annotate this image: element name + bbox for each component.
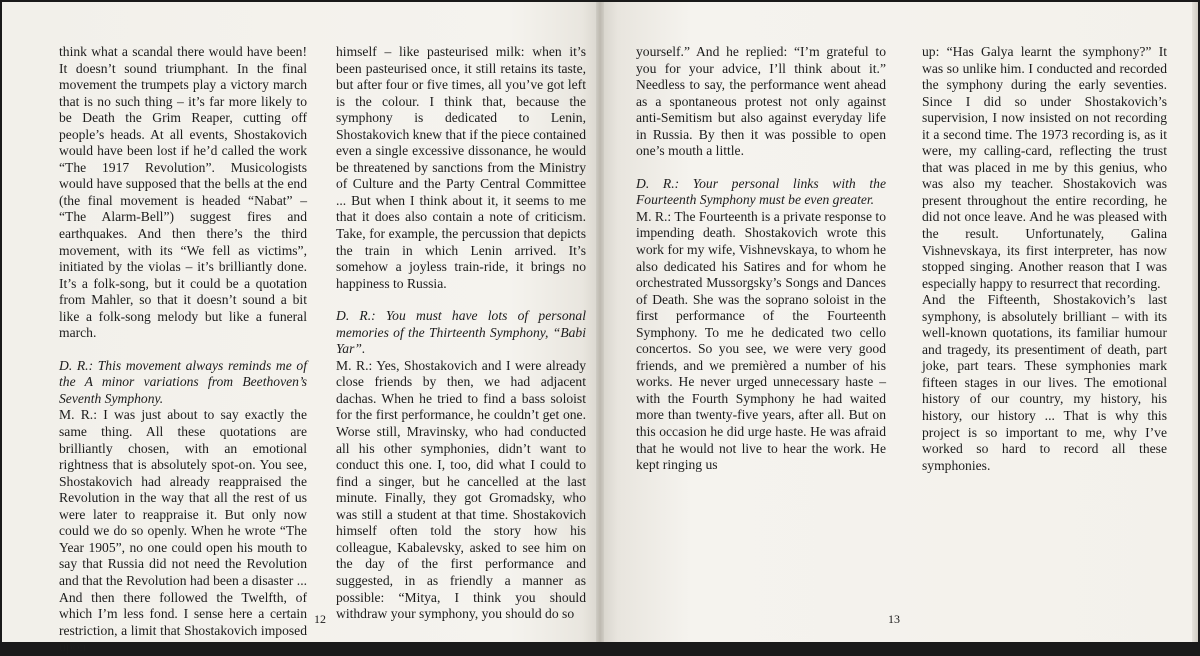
page-number-right: 13 bbox=[888, 612, 900, 626]
right-page-column-2 bbox=[922, 44, 1167, 474]
interviewer-question: D. R.: Your personal links with the Fourteenth Symphony must be even greater. bbox=[636, 175, 886, 208]
right-page-column-1 bbox=[636, 44, 886, 474]
paragraph: M. R.: Yes, Shostakovich and I were already close friends by then, we had adjacent dachas. When he tried to find a bass soloist for the first performance, he couldn’t get one. Worse still, Mravinsky, who had conducted all his other symphonies, didn’t want to conduct this one. I, too, did what I could to find a singer, but he cancelled at the last minute. Finally, they got Gromadsky, who was still a student at that time. Shostakovich himself often told the story how his colleague, Kabalevsky, asked to see him on the day of the first performance and suggested, in as friendly a manner as possible: “Mitya, I think you should withdraw your symphony, you should do so bbox=[336, 357, 586, 622]
paragraph: M. R.: I was just about to say exactly the same thing. All these quotations are brilliantly chosen, with an emotional rightness that is absolutely spot-on. You see, Shostakovich had already reappraised the Revolution in the way that all the rest of us were later to reappraise it. But only now could we do so openly. When he wrote “The Year 1905”, no one could open his mouth to say that Russia did not need the Revolution and that the Revolution had been a disaster ... And then there followed the Twelfth, of which I’m less fond. I sense here a certain restriction, a limit that Shostakovich imposed upon bbox=[59, 407, 307, 655]
interviewer-question: D. R.: This movement always reminds me of the A minor variations from Beethoven’s Seventh Symphony. bbox=[59, 357, 307, 406]
booklet-spread bbox=[2, 2, 1198, 655]
paragraph: think what a scandal there would have been! It doesn’t sound triumphant. In the final movement the trumpets play a victory march that is no such thing – it’s far more likely to be Death the Grim Reaper, cutting off people’s heads. At all events, Shostakovich would have been lost if he’d called the work “The 1917 Revolution”. Musicologists would have supposed that the bells at the end (the final movement is headed “Nabat” – “The Alarm-Bell”) suggest fires and earthquakes. And then there’s the third movement, with its “We fell as victims”, initiated by the violas – it’s brilliantly done. It’s a folk-song, but it could be a quotation from Mahler, so that it doesn’t sound a bit like a folk-song melody but like a funeral march. bbox=[59, 44, 307, 341]
page-number-left: 12 bbox=[314, 612, 326, 626]
book-gutter bbox=[596, 2, 604, 642]
interviewer-question: D. R.: You must have lots of personal memories of the Thirteenth Symphony, “Babi Yar”. bbox=[336, 308, 586, 357]
paragraph: himself – like pasteurised milk: when it’s been pasteurised once, it still retains its taste, but after four or five times, all you’ve got left is the colour. I think that, because the symphony is dedicated to Lenin, Shostakovich knew that if the piece contained even a single excessive dissonance, he would be threatened by sanctions from the Ministry of Culture and the Party Central Committee ... But when I think about it, it seems to me that it does also contain a note of criticism. Take, for example, the percussion that depicts the train in which Lenin arrived. It’s somehow a joyless train-ride, it brings no happiness to Russia. bbox=[336, 44, 586, 291]
paragraph: And the Fifteenth, Shostakovich’s last symphony, is absolutely brilliant – with its well-known quotations, its familiar humour and tragedy, its presentiment of death, part joke, part tears. These symphonies mark fifteen stages in our lives. The emotional history of our country, my history, his history, our history ... That is why this project is so important to me, why I’ve worked so hard to record all these symphonies. bbox=[922, 292, 1167, 473]
left-page-column-2 bbox=[336, 44, 586, 623]
left-page-column-1 bbox=[59, 44, 307, 656]
paragraph: M. R.: The Fourteenth is a private response to impending death. Shostakovich wrote this work for my wife, Vishnevskaya, to whom he also dedicated his Satires and for whom he orchestrated Mussorgsky’s Songs and Dances of Death. She was the soprano soloist in the first performance of the Fourteenth Symphony. To me he dedicated two cello concertos. So you see, we were very good friends, and we premièred a number of his works. He never urged unnecessary haste – with the Fourth Symphony he had waited more than twenty-five years, after all. But on this occasion he did urge haste. He was afraid that he would not live to hear the work. He kept ringing us bbox=[636, 208, 886, 473]
right-page bbox=[600, 2, 1198, 642]
paragraph: up: “Has Galya learnt the symphony?” It was so unlike him. I conducted and recorded the symphony during the early seventies. Since I did so under Shostakovich’s supervision, I now insisted on not recording it a second time. The 1973 recording is, as it were, my calling-card, reflecting the trust that was placed in me by this genius, who was also my teacher. Shostakovich was present throughout the entire recording, he did not once leave. And he was pleased with the result. Unfortunately, Galina Vishnevskaya, its first interpreter, has now stopped singing. Another reason that I was especially happy to resurrect that recording. bbox=[922, 44, 1167, 291]
paragraph: yourself.” And he replied: “I’m grateful to you for your advice, I’ll think about it.” Needless to say, the performance went ahead as a spontaneous protest not only against anti-Semitism but also against everyday life in Russia. By then it was possible to open one’s mouth a little. bbox=[636, 44, 886, 159]
page-edge bbox=[1192, 2, 1198, 642]
left-page bbox=[2, 2, 600, 655]
